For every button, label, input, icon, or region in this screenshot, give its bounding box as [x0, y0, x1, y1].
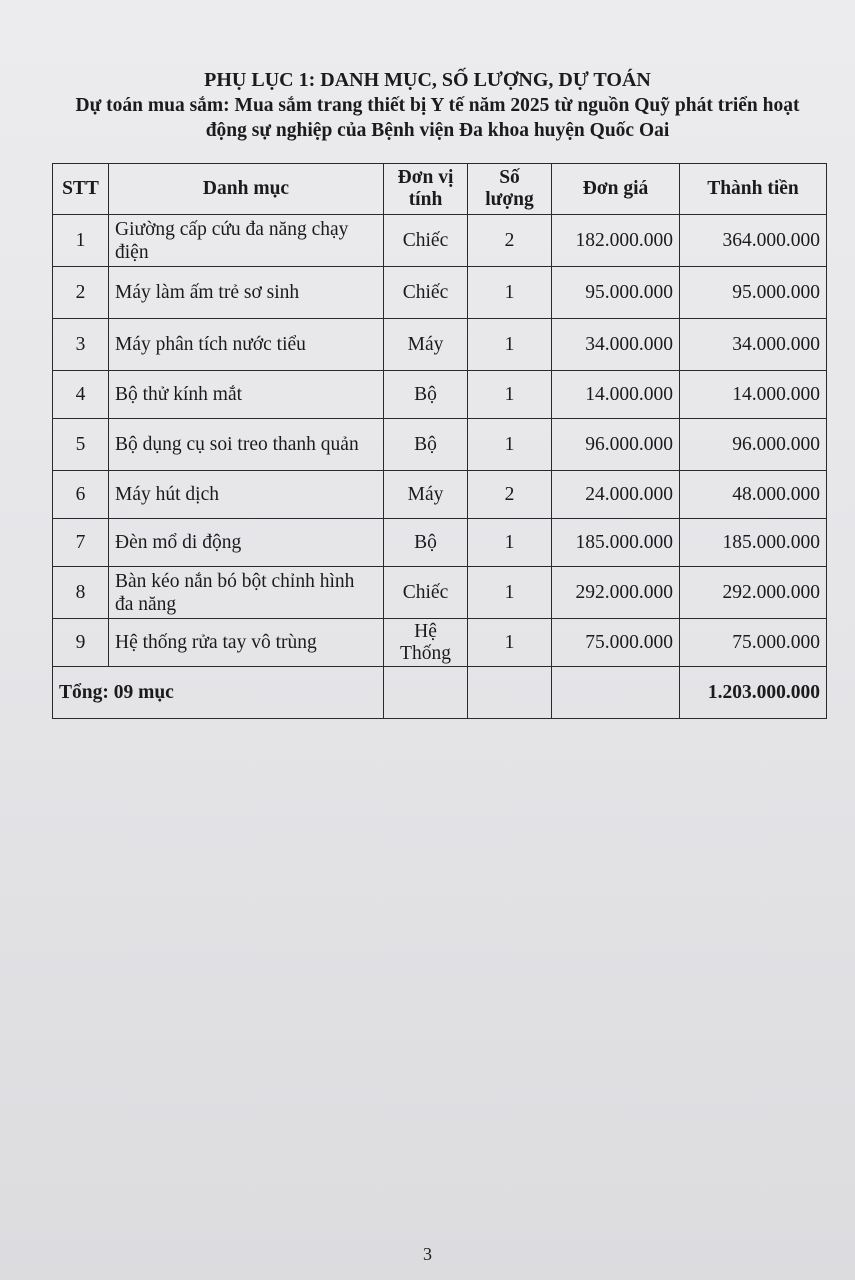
- table-total-row: [53, 667, 827, 719]
- cell-unit: Hệ Thống: [384, 619, 468, 667]
- cell-price: 96.000.000: [552, 419, 680, 471]
- header-unit: Đơn vị tính: [384, 164, 468, 215]
- total-label: Tổng: 09 mục: [53, 667, 384, 719]
- header-qty: Số lượng: [468, 164, 552, 215]
- cell-name: Hệ thống rửa tay vô trùng: [109, 619, 384, 667]
- cell-unit: Chiếc: [384, 567, 468, 619]
- total-empty-qty: [468, 667, 552, 719]
- cell-stt: 8: [53, 567, 109, 619]
- procurement-table: [52, 163, 827, 719]
- cell-unit: Máy: [384, 319, 468, 371]
- cell-unit: Bộ: [384, 519, 468, 567]
- table-row: [53, 519, 827, 567]
- cell-qty: 1: [468, 319, 552, 371]
- cell-name: Bàn kéo nắn bó bột chỉnh hình đa năng: [109, 567, 384, 619]
- cell-price: 95.000.000: [552, 267, 680, 319]
- cell-qty: 1: [468, 419, 552, 471]
- cell-total: 14.000.000: [680, 371, 827, 419]
- table-row: [53, 471, 827, 519]
- cell-price: 24.000.000: [552, 471, 680, 519]
- cell-total: 95.000.000: [680, 267, 827, 319]
- cell-qty: 2: [468, 215, 552, 267]
- cell-stt: 2: [53, 267, 109, 319]
- cell-unit: Bộ: [384, 419, 468, 471]
- cell-stt: 6: [53, 471, 109, 519]
- cell-total: 185.000.000: [680, 519, 827, 567]
- table-row: [53, 319, 827, 371]
- cell-price: 182.000.000: [552, 215, 680, 267]
- page-number: 3: [423, 1244, 432, 1264]
- cell-total: 75.000.000: [680, 619, 827, 667]
- cell-name: Giường cấp cứu đa năng chạy điện: [109, 215, 384, 267]
- table-row: [53, 215, 827, 267]
- cell-unit: Máy: [384, 471, 468, 519]
- cell-price: 14.000.000: [552, 371, 680, 419]
- document-subtitle: Dự toán mua sắm: Mua sắm trang thiết bị Y tế năm 2025 từ nguồn Quỹ phát triển hoạt động sự nghiệp của Bệnh viện Đa khoa huyện Quốc Oai: [75, 95, 800, 141]
- cell-unit: Chiếc: [384, 267, 468, 319]
- table-row: [53, 419, 827, 471]
- table-header-row: [53, 164, 827, 215]
- cell-total: 292.000.000: [680, 567, 827, 619]
- cell-name: Máy hút dịch: [109, 471, 384, 519]
- cell-unit: Bộ: [384, 371, 468, 419]
- cell-name: Máy phân tích nước tiểu: [109, 319, 384, 371]
- table-row: [53, 567, 827, 619]
- cell-qty: 1: [468, 567, 552, 619]
- cell-qty: 1: [468, 619, 552, 667]
- total-amount: 1.203.000.000: [680, 667, 827, 719]
- cell-stt: 1: [53, 215, 109, 267]
- header-name: Danh mục: [109, 164, 384, 215]
- cell-name: Bộ thử kính mắt: [109, 371, 384, 419]
- cell-price: 185.000.000: [552, 519, 680, 567]
- cell-total: 48.000.000: [680, 471, 827, 519]
- cell-unit: Chiếc: [384, 215, 468, 267]
- total-empty-price: [552, 667, 680, 719]
- cell-price: 75.000.000: [552, 619, 680, 667]
- cell-stt: 3: [53, 319, 109, 371]
- cell-stt: 9: [53, 619, 109, 667]
- cell-stt: 4: [53, 371, 109, 419]
- document-title: PHỤ LỤC 1: DANH MỤC, SỐ LƯỢNG, DỰ TOÁN: [204, 69, 651, 91]
- header-total: Thành tiền: [680, 164, 827, 215]
- cell-total: 96.000.000: [680, 419, 827, 471]
- table-row: [53, 619, 827, 667]
- header-stt: STT: [53, 164, 109, 215]
- cell-qty: 2: [468, 471, 552, 519]
- cell-stt: 7: [53, 519, 109, 567]
- cell-price: 34.000.000: [552, 319, 680, 371]
- table-row: [53, 371, 827, 419]
- cell-name: Bộ dụng cụ soi treo thanh quản: [109, 419, 384, 471]
- cell-total: 34.000.000: [680, 319, 827, 371]
- cell-qty: 1: [468, 267, 552, 319]
- cell-qty: 1: [468, 371, 552, 419]
- cell-stt: 5: [53, 419, 109, 471]
- cell-name: Máy làm ấm trẻ sơ sinh: [109, 267, 384, 319]
- cell-name: Đèn mổ di động: [109, 519, 384, 567]
- cell-price: 292.000.000: [552, 567, 680, 619]
- cell-qty: 1: [468, 519, 552, 567]
- table-row: [53, 267, 827, 319]
- cell-total: 364.000.000: [680, 215, 827, 267]
- total-empty-unit: [384, 667, 468, 719]
- header-price: Đơn giá: [552, 164, 680, 215]
